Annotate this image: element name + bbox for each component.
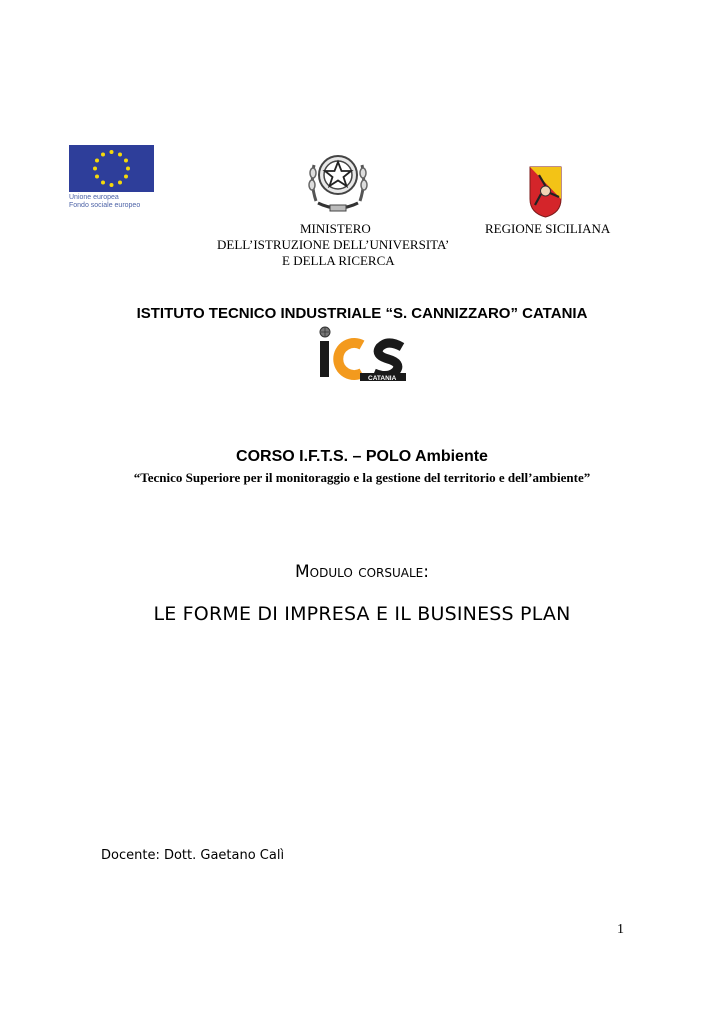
- trinacria-icon: [529, 165, 562, 218]
- institute-name: ISTITUTO TECNICO INDUSTRIALE “S. CANNIZZARO” CATANIA: [136, 305, 588, 322]
- regione-label: REGIONE SICILIANA: [485, 221, 611, 236]
- regione-siciliana-logo: [529, 165, 562, 218]
- ics-logo-icon: [318, 325, 408, 383]
- page-number: 1: [617, 922, 624, 937]
- module-label: Modulo corsuale:: [294, 562, 429, 582]
- eu-caption-line2: Fondo sociale europeo: [69, 202, 141, 209]
- module-title: LE FORME DI IMPRESA E IL BUSINESS PLAN: [153, 603, 571, 625]
- emblem-icon: [308, 143, 368, 219]
- eu-caption-line1: Unione europea: [69, 194, 119, 201]
- teacher-name: Docente: Dott. Gaetano Calì: [101, 848, 285, 863]
- ministero-line1: MINISTERO: [300, 221, 371, 236]
- course-subtitle: “Tecnico Superiore per il monitoraggio e la gestione del territorio e dell’ambiente”: [133, 470, 591, 485]
- eu-flag-logo: [69, 145, 154, 192]
- ministero-line2: DELL’ISTRUZIONE DELL’UNIVERSITA’: [217, 237, 450, 252]
- ics-logo: [318, 325, 408, 383]
- eu-caption: [69, 194, 169, 210]
- italian-republic-emblem: [308, 143, 368, 219]
- ics-logo-subtext: CATANIA: [368, 375, 397, 382]
- ministero-line3: E DELLA RICERCA: [282, 253, 395, 268]
- course-title: CORSO I.F.T.S. – POLO Ambiente: [236, 448, 488, 465]
- eu-stars-icon: [69, 145, 154, 192]
